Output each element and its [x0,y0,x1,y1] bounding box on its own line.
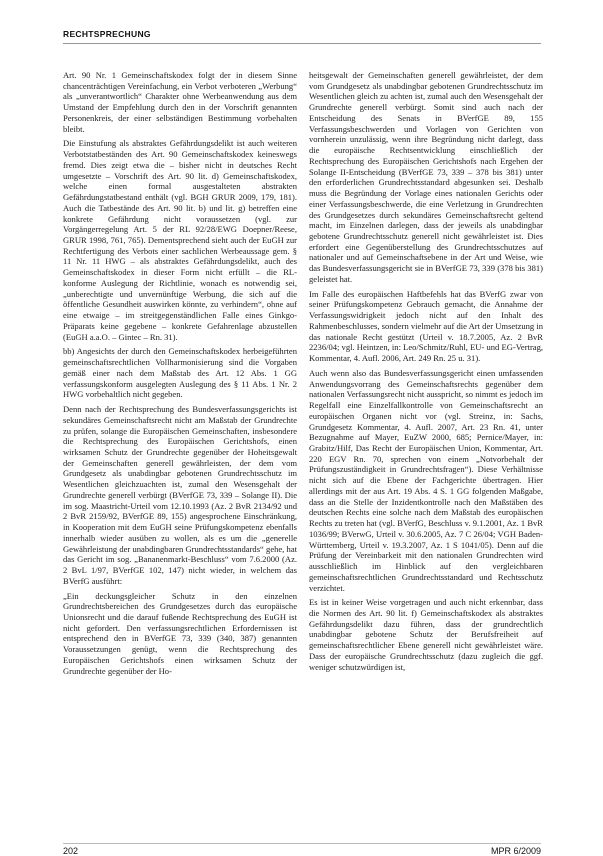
header-rule [63,43,541,44]
paragraph: Art. 90 Nr. 1 Gemeinschaftskodex folgt der in diesem Sinne chancenträchtigen Vereinfachung, ein Verbot verboteren „Werbung“ als „unverantwortlich“ Charakter ohne Werbeanwendung aus dem Umstand der Empfehlung durch den in der Vorschrift genannten Personenkreis, der einer selbständigen Bestimmung vorbehalten bleibt. [63,70,297,134]
right-column [309,70,543,840]
paragraph: Im Falle des europäischen Haftbefehls hat das BVerfG zwar von seiner Prüfungskompetenz Gebrauch gemacht, die Annahme der Verfassungswidrigkeit jedoch nicht auf den Inhalt des Rahmenbeschlusses, sondern vielmehr auf die Art der Umsetzung in das nationale Recht gestützt (Urteil v. 18.7.2005, Az. 2 BvR 2236/04; vgl. Heintzen, in: Leo/Schmitz/Ruhl, EU- und EG-Vertrag, Kommentar, 4. Aufl. 2006, Art. 249 Rn. 25 u. 31). [309,288,543,364]
paragraph: „Ein deckungsgleicher Schutz in den einzelnen Grundrechtsbereichen des Grundgesetzes durch das europäische Unionsrecht und die darauf fußende Rechtsprechung des EuGH ist nicht gefordert. Den verfassungsrechtlichen Erfordernissen ist entsprechend den in BVerfGE 73, 339 (340, 387) genannten Voraussetzungen genügt, wenn die Rechtsprechung des Europäischen Gerichtshofs einen wirksamen Schutz der Grundrechte gegenüber der Ho- [63,590,297,676]
paragraph: heitsgewalt der Gemeinschaften generell gewährleistet, der dem vom Grundgesetz als unabdingbar gebotenen Grundrechtsschutz im Wesentlichen gleich zu achten ist, zumal auch den Wesensgehalt der Grundrechte generell verbürgt. Somit sind auch nach der Entscheidung des Senats in BVerfGE 89, 155 Verfassungsbeschwerden und Vorlagen von Gerichten von vornherein unzulässig, wenn ihre Begründung nicht darlegt, dass die europäische Rechtsentwicklung einschließlich der Rechtsprechung des Europäischen Gerichtshofs nach Ergehen der Solange II-Entscheidung (BVerfGE 73, 339 – 378 bis 381) unter den erforderlichen Grundrechtsstandard abgesunken sei. Deshalb muss die Begründung der Vorlage eines nationalen Gerichts oder einer Verfassungsbeschwerde, die eine Verletzung in Grundrechten des Grundgesetzes durch sekundäres Gemeinschaftsrecht geltend macht, im Einzelnen darlegen, dass der jeweils als unabdingbar gebotene Grundrechtsschutz generell nicht gewährleistet ist. Dies erfordert eine Gegenüberstellung des Grundrechtsschutzes auf nationaler und auf Gemeinschaftsebene in der Art und Weise, wie das Bundesverfassungsgericht sie in BVerfGE 73, 339 (378 bis 381) geleistet hat. [309,70,543,284]
paragraph: Auch wenn also das Bundesverfassungsgericht einen umfassenden Anwendungsvorrang des Gemeinschaftsrechts gegenüber dem nationalen Verfassungsrecht nicht ausspricht, so nimmt es jedoch im Regelfall eine Einzelfallkontrolle von Gemeinschaftsrecht an europäischen Organen nicht vor (vgl. Streinz, in: Sachs, Grundgesetz Kommentar, 4. Aufl. 2007, Art. 23 Rn. 41, unter Bezugnahme auf Mayer, EuZW 2000, 685; Pernice/Mayer, in: Grabitz/Hilf, Das Recht der Europäischen Union, Kommentar, Art. 220 EGV Rn. 70, sprechen von einem „Notvorbehalt der Prüfungszuständigkeit in Grundrechtsfragen“). Diese Verhältnisse nicht sich auf die Ebene der Fachgerichte übertragen. Hier allerdings mit der aus Art. 19 Abs. 4 S. 1 GG folgenden Maßgabe, dass an die Stelle der Inzidentkontrolle nach den Maßstäben des deutschen Rechts eine solche nach dem Maßstab des europäischen Rechts zu treten hat (vgl. BVerfG, Beschluss v. 9.1.2001, Az. 1 BvR 1036/99; BVerwG, Urteil v. 30.6.2005, Az. 7 C 26/04; VGH Baden-Württemberg, Urteil v. 19.3.2007, Az. 1 S 1041/05). Denn auf die Prüfung der Vereinbarkeit mit den nationalen Grundrechten wird ausschließlich im Hinblick auf den vergleichbaren gemeinschaftsrechtlichen Grundrechtsstandard und Rechtsschutz verzichtet. [309,367,543,593]
paragraph: bb) Angesichts der durch den Gemeinschaftskodex herbeigeführten gemeinschaftsrechtlichen Vollharmonisierung sind die Vorgaben gemäß einer nach dem Maßstab des Art. 12 Abs. 1 GG verfassungskonform ausgelegten Auslegung des § 11 Abs. 1 Nr. 2 HWG vorbehaltlich nicht gegeben. [63,346,297,400]
paragraph: Es ist in keiner Weise vorgetragen und auch nicht erkennbar, dass die Normen des Art. 90 lit. f) Gemeinschaftskodex als abstraktes Gefährdungsdelikt dazu führen, dass der grundrechtlich unabdingbar gebotene Schutz der Berufsfreiheit auf gemeinschaftsrechtlicher Ebene generell nicht gewährleistet wäre. Dass der europäische Grundrechtsschutz (dazu zugleich die ggf. weniger schutzwürdigen ist, [309,597,543,672]
paragraph: Die Einstufung als abstraktes Gefährdungsdelikt ist auch weiteren Verbotstatbeständen des Art. 90 Gemeinschaftskodex keineswegs fremd. Dies zeigt etwa die – bisher nicht in deutsches Recht umgesetzte – Vorschrift des Art. 90 lit. d) Gemeinschaftskodex, welche einen formal ausgestalteten abstrakten Gefährdungstatbestand enthält (vgl. BGH GRUR 2009, 179, 181). Auch die Tatbestände des Art. 90 lit. b) und lit. g) betreffen eine konkrete Gefährdung nicht voraussetzen (vgl. zur Vorgängerregelung Art. 5 der RL 92/28/EWG Doepner/Reese, GRUR 1998, 761, 765). Dementsprechend sieht auch der EuGH zur Rechtfertigung des Verbots einer sachlichen Werbeaussage gem. § 11 Nr. 11 HWG – als abstraktes Gefährdungsdelikt, auch des Gemeinschaftskodex in dieser Form nicht erfüllt – die RL-konforme Auslegung der Richtlinie, wonach es notwendig sei, „unberechtigte und unvernünftige Werbung, die sich auf die öffentliche Gesundheit auswirken könnte, zu verhindern“, ohne auf eine etwaige – im streitgegenständlichen Falle eines Ginkgo-Präparats keine gegebene – konkrete Gefahrenlage abzustellen (EuGH a.a.O. – Gintec – Rn. 31). [63,138,297,342]
left-column [63,70,297,840]
journal-issue: MPR 6/2009 [490,846,541,856]
page-number: 202 [63,846,79,856]
paragraph: Denn nach der Rechtsprechung des Bundesverfassungsgerichts ist sekundäres Gemeinschaftsrecht nicht am Maßstab der Grundrechte zu prüfen, solange die Europäischen Gemeinschaften, insbesondere die Rechtsprechung des Europäischen Gerichtshofs, einen wirksamen Schutz der Grundrechte gegenüber der Hoheitsgewalt der Gemeinschaften generell gewährleisten, der dem vom Grundgesetz als unabdingbar gebotenen Grundrechtsschutz im Wesentlichen gleichzuachten ist, zumal den Wesensgehalt der Grundrechte generell verbürgt (BVerfGE 73, 339 – Solange II). Die im sog. Maastricht-Urteil vom 12.10.1993 (Az. 2 BvR 2134/92 und 2 BvR 2159/92, BVerfGE 89, 155) angesprochene Einschränkung, in Kooperation mit dem EuGH seine Prüfungskompetenz ebenfalls innerhalb wieder ausüben zu wollen, als es um die „generelle Gewährleistung der unabdingbaren Grundrechtsstandards“ gehe, hat das Gericht im sog. „Bananenmarkt-Beschluss“ vom 7.6.2000 (Az. 2 BvL 1/97, BVerfGE 102, 147) nicht wieder, in welchem das BVerfG ausführt: [63,404,297,586]
footer-rule [63,843,541,844]
section-heading: RECHTSPRECHUNG [63,29,151,39]
